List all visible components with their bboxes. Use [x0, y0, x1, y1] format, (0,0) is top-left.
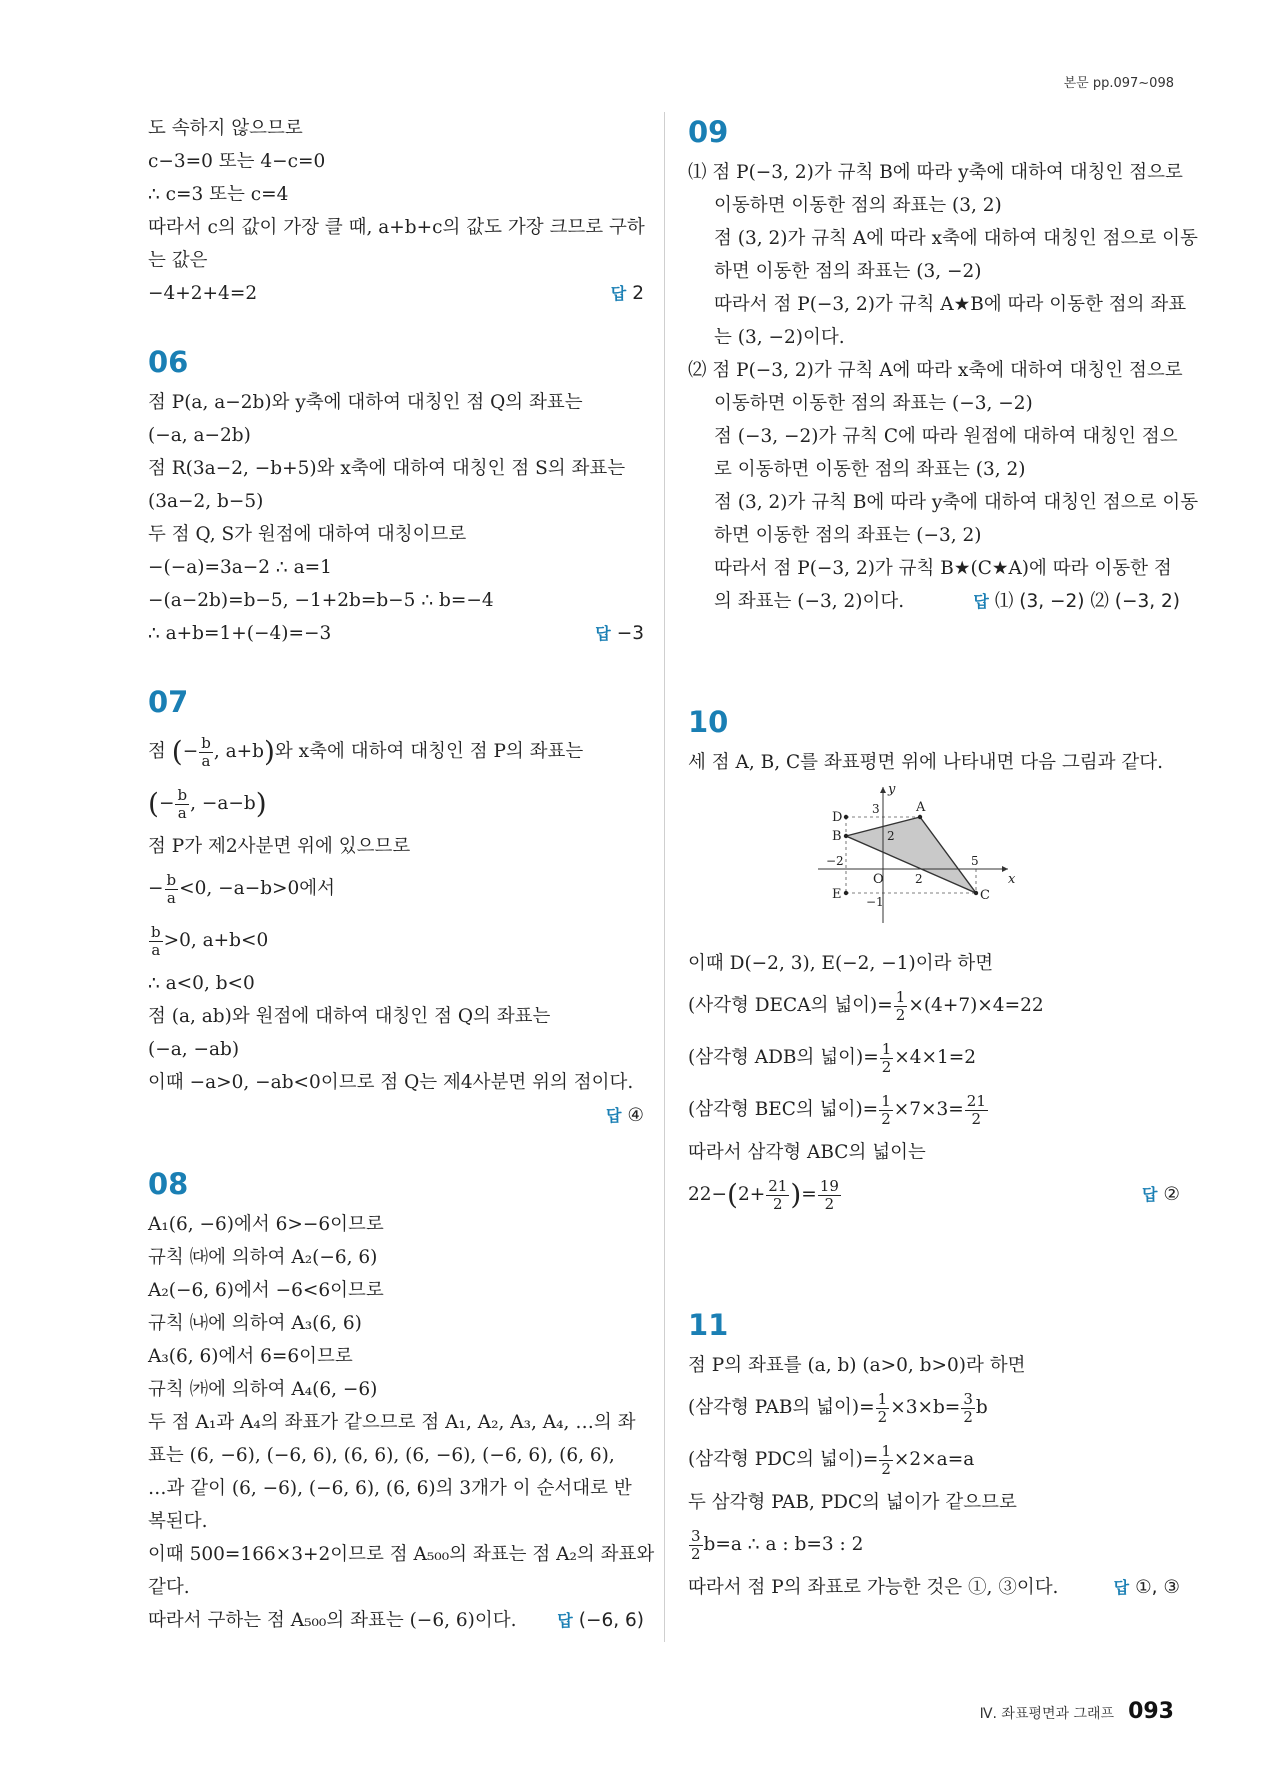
answer	[606, 1099, 644, 1132]
column-divider	[664, 112, 665, 1642]
text: , a+b	[213, 741, 264, 762]
text: 의 좌표는 (−3, 2)이다.	[714, 591, 905, 612]
text: 22−	[688, 1184, 728, 1205]
answer-value: ⑴ (3, −2) ⑵ (−3, 2)	[994, 591, 1180, 612]
tick-y2: 2	[887, 829, 895, 843]
fraction: $\frac{21}{2}$	[768, 1176, 788, 1213]
answer-label: 답	[610, 284, 627, 303]
label-a: A	[916, 800, 926, 815]
text-line: 따라서 점 P(−3, 2)가 규칙 A★B에 따라 이동한 점의 좌표	[714, 294, 1187, 315]
text: 따라서 구하는 점 A₅₀₀의 좌표는 (−6, 6)이다.	[148, 1610, 517, 1631]
fraction: $\frac{b}{a}$	[177, 785, 188, 822]
answer-label: 답	[595, 624, 611, 643]
x-axis-label: x	[1008, 872, 1016, 887]
text-line: A₃(6, 6)에서 6=6이므로	[148, 1346, 353, 1367]
text-line: −(a−2b)=b−5, −1+2b=b−5 ∴ b=−4	[148, 590, 494, 611]
tick-y3: 3	[872, 802, 880, 816]
paren: (	[171, 735, 183, 768]
text-line	[148, 617, 644, 650]
answer	[595, 617, 644, 650]
fraction: $\frac{1}{2}$	[881, 1039, 892, 1076]
var-b: b	[975, 1397, 988, 1418]
fraction: $\frac{b}{a}$	[151, 922, 161, 959]
text: ×3×b=	[890, 1397, 961, 1418]
text: 점	[148, 741, 166, 762]
text: 2+	[737, 1184, 766, 1205]
text-line	[148, 863, 644, 915]
question-number-11: 11	[688, 1308, 729, 1342]
label-b: B	[832, 829, 842, 844]
tick-x5: 5	[971, 854, 979, 868]
answer-value: −3	[616, 623, 644, 644]
fraction: $\frac{1}{2}$	[881, 1441, 891, 1478]
label-c: C	[980, 888, 990, 903]
text-line: (−a, a−2b)	[148, 425, 251, 446]
point-e	[844, 891, 848, 895]
text-line: 도 속하지 않으므로	[148, 118, 303, 139]
text: (삼각형 PDC의 넓이)=	[688, 1449, 879, 1470]
text-line: 는 값은	[148, 250, 208, 271]
fraction: $\frac{1}{2}$	[895, 987, 906, 1024]
equals: =	[801, 1184, 817, 1205]
text-line: 규칙 ㈐에 의하여 A₂(−6, 6)	[148, 1247, 378, 1268]
left-column	[148, 112, 655, 1637]
answer-value: 2	[632, 283, 644, 304]
text-line: 이때 500=166×3+2이므로 점 A₅₀₀의 좌표는 점 A₂의 좌표와	[148, 1544, 655, 1565]
fraction: $\frac{3}{2}$	[963, 1389, 973, 1426]
equation: ∴ a+b=1+(−4)=−3	[148, 623, 332, 644]
text-line: 규칙 ㈎에 의하여 A₄(6, −6)	[148, 1379, 378, 1400]
text-line: 점 R(3a−2, −b+5)와 x축에 대하여 대칭인 점 S의 좌표는	[148, 458, 626, 479]
text-line: −(−a)=3a−2 ∴ a=1	[148, 557, 332, 578]
question-number-08: 08	[148, 1167, 189, 1201]
text-line: 점 (3, 2)가 규칙 A에 따라 x축에 대하여 대칭인 점으로 이동	[714, 228, 1198, 249]
fraction: $\frac{3}{2}$	[691, 1526, 701, 1563]
point-b	[844, 834, 848, 838]
minus: −	[182, 741, 199, 762]
text-line: 하면 이동한 점의 좌표는 (−3, 2)	[714, 525, 982, 546]
answer	[1114, 1571, 1180, 1604]
answer-value: ①, ③	[1135, 1577, 1180, 1598]
right-column	[688, 112, 1199, 1604]
text-line: 점 P(a, a−2b)와 y축에 대하여 대칭인 점 Q의 좌표는	[148, 392, 583, 413]
text-line: 이동하면 이동한 점의 좌표는 (−3, −2)	[714, 393, 1033, 414]
text-line: 이때 −a>0, −ab<0이므로 점 Q는 제4사분면 위의 점이다.	[148, 1072, 634, 1093]
answer-label: 답	[1113, 1578, 1130, 1597]
answer-value: ④	[627, 1105, 644, 1126]
text-line: …과 같이 (6, −6), (−6, 6), (6, 6)의 3개가 이 순서대로 반	[148, 1478, 632, 1499]
paren: )	[255, 787, 267, 820]
text-line	[148, 778, 644, 830]
text-line: 따라서 점 P(−3, 2)가 규칙 B★(C★A)에 따라 이동한 점	[714, 558, 1172, 579]
answer-label: 답	[557, 1611, 573, 1630]
origin-label: O	[873, 872, 884, 887]
text-line: 하면 이동한 점의 좌표는 (3, −2)	[714, 261, 982, 282]
text: (삼각형 ADB의 넓이)=	[688, 1047, 879, 1068]
label-d: D	[832, 810, 843, 825]
page-number: 093	[1128, 1699, 1174, 1724]
text-line	[688, 1434, 1180, 1486]
fraction: $\frac{21}{2}$	[966, 1091, 986, 1128]
text-line: 점 P의 좌표를 (a, b) (a>0, b>0)라 하면	[688, 1355, 1026, 1376]
text: ×4×1=2	[894, 1047, 977, 1068]
text-line: 이때 D(−2, 3), E(−2, −1)이라 하면	[688, 953, 994, 974]
text-line: (−a, −ab)	[148, 1039, 240, 1060]
text: b=a ∴ a : b=3 : 2	[703, 1534, 864, 1555]
point-a	[918, 815, 922, 819]
text-line: 같다.	[148, 1577, 190, 1598]
text-line: 세 점 A, B, C를 좌표평면 위에 나타내면 다음 그림과 같다.	[688, 752, 1163, 773]
page-reference: 본문 pp.097~098	[1063, 76, 1174, 91]
answer-label: 답	[973, 592, 989, 611]
answer	[1142, 1169, 1180, 1221]
text-line	[688, 1382, 1180, 1434]
text-line	[148, 1099, 644, 1132]
answer	[973, 585, 1180, 618]
text-line	[148, 1604, 644, 1637]
text-line	[148, 277, 644, 310]
question-number-10: 10	[688, 705, 729, 739]
answer-label: 답	[1141, 1185, 1158, 1204]
text: >0, a+b<0	[163, 930, 269, 951]
text-line	[688, 980, 1180, 1032]
text-line: ∴ a<0, b<0	[148, 973, 255, 994]
chapter-title: Ⅳ. 좌표평면과 그래프	[979, 1706, 1115, 1722]
triangle-abc	[846, 817, 976, 893]
text-line: 복된다.	[148, 1511, 208, 1532]
text-line: (3a−2, b−5)	[148, 491, 264, 512]
text: (삼각형 BEC의 넓이)=	[688, 1099, 879, 1120]
question-number-06: 06	[148, 345, 189, 379]
text-line: 이동하면 이동한 점의 좌표는 (3, 2)	[714, 195, 1002, 216]
text-line	[688, 1032, 1180, 1084]
text: (삼각형 PAB의 넓이)=	[688, 1397, 875, 1418]
text: 와 x축에 대하여 대칭인 점 P의 좌표는	[274, 741, 584, 762]
tick-x2: 2	[915, 872, 923, 886]
paren: )	[790, 1178, 802, 1211]
point-d	[844, 815, 848, 819]
text: (사각형 DECA의 넓이)=	[688, 995, 893, 1016]
text-line: 점 (3, 2)가 규칙 B에 따라 y축에 대하여 대칭인 점으로 이동	[714, 492, 1199, 513]
text-line: 규칙 ㈏에 의하여 A₃(6, 6)	[148, 1313, 362, 1334]
text: ×(4+7)×4=22	[908, 995, 1044, 1016]
text: <0, −a−b>0에서	[179, 878, 336, 899]
text-line: A₂(−6, 6)에서 −6<6이므로	[148, 1280, 384, 1301]
question-number-09: 09	[688, 115, 729, 149]
tick-ym1: −1	[866, 895, 884, 909]
equation: −4+2+4=2	[148, 283, 258, 304]
answer-label: 답	[605, 1106, 622, 1125]
fraction: $\frac{b}{a}$	[166, 870, 177, 907]
text: 따라서 점 P의 좌표로 가능한 것은 ①, ③이다.	[688, 1577, 1059, 1598]
text-line: 는 (3, −2)이다.	[714, 327, 845, 348]
text-line	[688, 1084, 1180, 1136]
label-e: E	[832, 887, 842, 902]
text-line: ⑵ 점 P(−3, 2)가 규칙 A에 따라 x축에 대하여 대칭인 점으로	[688, 360, 1183, 381]
fraction: $\frac{1}{2}$	[877, 1389, 888, 1426]
coordinate-plane	[808, 783, 1038, 933]
answer	[557, 1604, 644, 1637]
fraction: $\frac{1}{2}$	[881, 1091, 891, 1128]
text-line	[148, 726, 644, 778]
text-line: 로 이동하면 이동한 점의 좌표는 (3, 2)	[714, 459, 1026, 480]
text-line: A₁(6, −6)에서 6>−6이므로	[148, 1214, 384, 1235]
text-line: 따라서 c의 값이 가장 클 때, a+b+c의 값도 가장 크므로 구하	[148, 217, 645, 238]
text-line: c−3=0 또는 4−c=0	[148, 151, 326, 172]
paren: )	[263, 735, 275, 768]
text-line: 점 P가 제2사분면 위에 있으므로	[148, 836, 411, 857]
minus: −	[148, 878, 164, 899]
text: ×7×3=	[893, 1099, 964, 1120]
text-line: 따라서 삼각형 ABC의 넓이는	[688, 1142, 926, 1163]
text-line	[688, 585, 1180, 618]
text-line	[688, 1519, 1180, 1571]
text-line: 두 삼각형 PAB, PDC의 넓이가 같으므로	[688, 1492, 1017, 1513]
text-line: ∴ c=3 또는 c=4	[148, 184, 289, 205]
answer	[611, 277, 644, 310]
paren: (	[148, 787, 159, 820]
text-line: ⑴ 점 P(−3, 2)가 규칙 B에 따라 y축에 대하여 대칭인 점으로	[688, 162, 1183, 183]
y-axis-label: y	[888, 783, 896, 797]
fraction: $\frac{19}{2}$	[819, 1176, 839, 1213]
text: ×2×a=a	[893, 1449, 975, 1470]
text-line: 표는 (6, −6), (−6, 6), (6, 6), (6, −6), (−6, 6), (6, 6),	[148, 1445, 615, 1466]
text-line: 점 (a, ab)와 원점에 대하여 대칭인 점 Q의 좌표는	[148, 1006, 551, 1027]
text-line: 두 점 A₁과 A₄의 좌표가 같으므로 점 A₁, A₂, A₃, A₄, …의 좌	[148, 1412, 636, 1433]
minus: −	[158, 793, 175, 814]
fraction: $\frac{b}{a}$	[201, 733, 211, 770]
text-line: 점 (−3, −2)가 규칙 C에 따라 원점에 대하여 대칭인 점으	[714, 426, 1178, 447]
text-line	[688, 1571, 1180, 1604]
tick-xm2: −2	[826, 854, 844, 868]
text-line	[688, 1169, 1180, 1221]
paren: (	[727, 1178, 738, 1211]
text-line: 두 점 Q, S가 원점에 대하여 대칭이므로	[148, 524, 467, 545]
page-footer	[980, 1699, 1174, 1724]
answer-value: ②	[1163, 1184, 1180, 1205]
point-c	[974, 891, 978, 895]
text-line	[148, 915, 644, 967]
answer-value: (−6, 6)	[578, 1610, 644, 1631]
text: , −a−b	[190, 793, 256, 814]
question-number-07: 07	[148, 685, 189, 719]
coordinate-figure	[688, 783, 1180, 933]
